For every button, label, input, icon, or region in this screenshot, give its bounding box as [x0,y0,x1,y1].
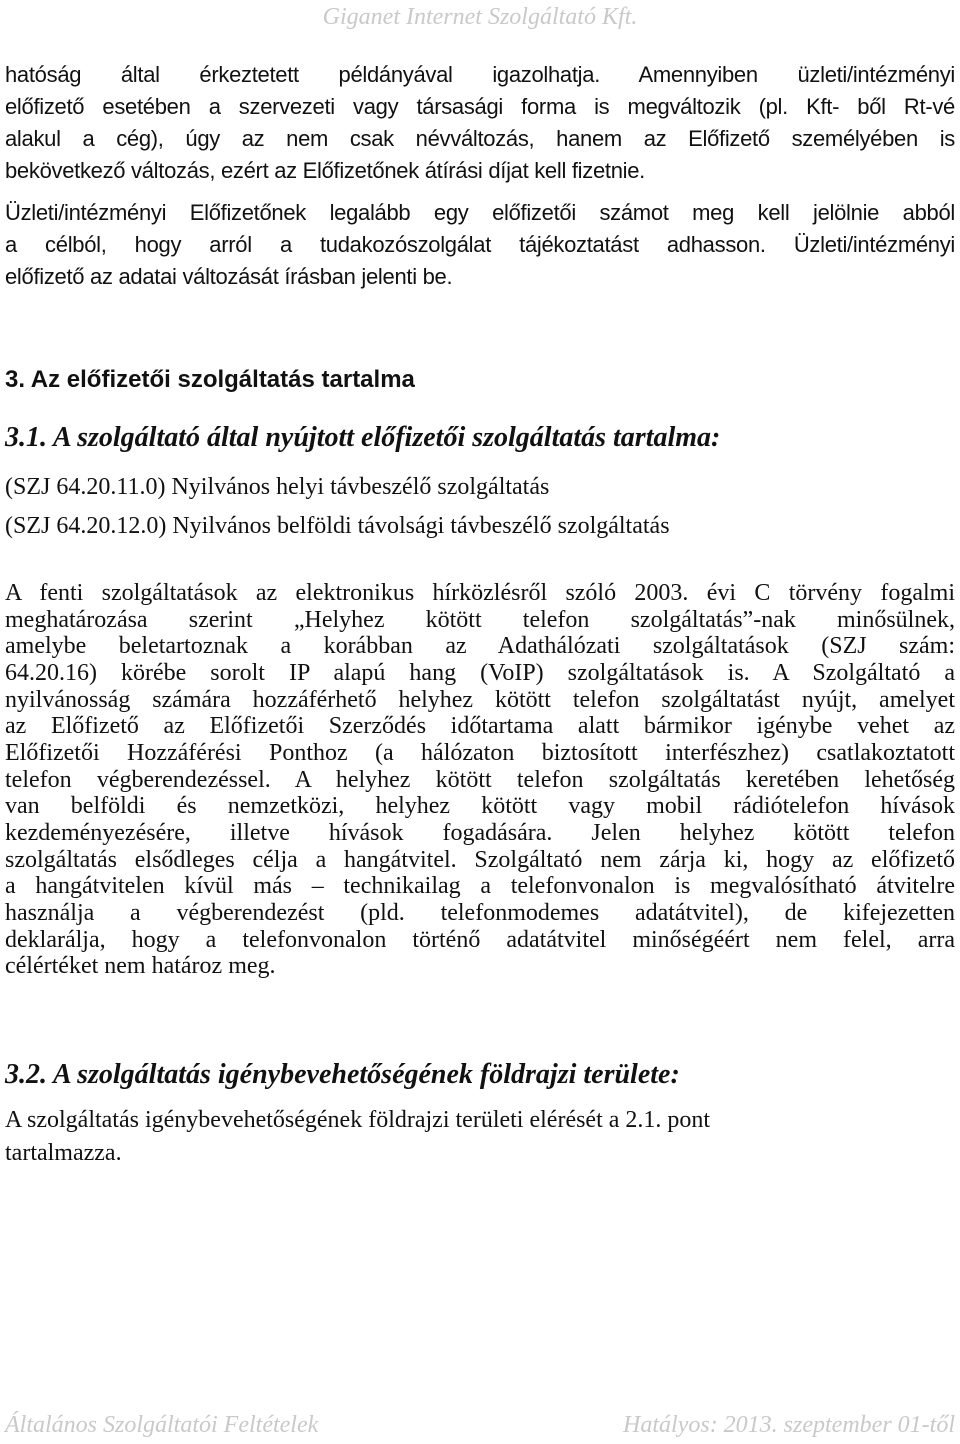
paragraph-line: bekövetkező változás, ezért az Előfizetőnek átírási díjat kell fizetnie. [5,158,645,183]
paragraph-line: deklarálja, hogy a telefonvonalon történő adatátvitel minőségéért nem felel, arra [5,926,955,953]
section-3-2-heading: 3.2. A szolgáltatás igénybevehetőségének földrajzi területe: [5,1059,680,1090]
section-3-2-text [5,1104,955,1170]
paragraph-line: telefon végberendezéssel. A helyhez kötött telefon szolgáltatás keretében lehetőség [5,766,955,793]
paragraph-line: alakul a cég), úgy az nem csak névváltozás, hanem az Előfizető személyében is [5,126,955,151]
paragraph-line: meghatározása szerint „Helyhez kötött telefon szolgáltatás”-nak minősülnek, [5,606,955,633]
footer-document-title: Általános Szolgáltatói Feltételek [5,1412,319,1438]
paragraph-line: kezdeményezésére, illetve hívások fogadására. Jelen helyhez kötött telefon [5,819,955,846]
paragraph-line: Előfizetői Hozzáférési Ponthoz (a hálózaton biztosított interfészhez) csatlakoztatott [5,739,955,766]
paragraph-line: van belföldi és nemzetközi, helyhez kötött vagy mobil rádiótelefon hívások [5,793,955,820]
paragraph-directory-number [5,197,955,293]
service-item: (SZJ 64.20.11.0) Nyilvános helyi távbeszélő szolgáltatás [5,474,550,500]
paragraph-line: Üzleti/intézményi Előfizetőnek legalább egy előfizetői számot meg kell jelölnie abból [5,200,955,225]
section-3-1-heading: 3.1. A szolgáltató által nyújtott előfizetői szolgáltatás tartalma: [5,422,721,453]
paragraph-line: előfizető az adatai változását írásban jelenti be. [5,264,453,289]
section-3-heading: 3. Az előfizetői szolgáltatás tartalma [5,366,415,393]
paragraph-line: A fenti szolgáltatások az elektronikus hírközlésről szóló 2003. évi C törvény fogalmi [5,580,955,606]
paragraph-line: célértéket nem határoz meg. [5,953,276,980]
paragraph-line: az Előfizető az Előfizetői Szerződés időtartama alatt bármikor igénybe vehet az [5,713,955,740]
footer-effective-date: Hatályos: 2013. szeptember 01-től [623,1412,955,1438]
paragraph-line: tartalmazza. [5,1140,122,1166]
paragraph-line: a célból, hogy arról a tudakozószolgálat tájékoztatást adhasson. Üzleti/intézményi [5,232,955,257]
paragraph-line: szolgáltatás elsődleges célja a hangátvitel. Szolgáltató nem zárja ki, hogy az előfizető [5,846,955,873]
paragraph-line: hatóság által érkeztetett példányával igazolhatja. Amennyiben üzleti/intézményi [5,62,955,87]
service-list [5,468,955,546]
paragraph-name-change [5,59,955,187]
service-item: (SZJ 64.20.12.0) Nyilvános belföldi távolsági távbeszélő szolgáltatás [5,513,670,539]
paragraph-line: nyilvánosság számára hozzáférhető helyhez kötött telefon szolgáltatást nyújt, amelyet [5,686,955,713]
paragraph-line: a hangátvitelen kívül más – technikailag a telefonvonalon is megvalósítható átvitelre [5,873,955,900]
section-3-1-description [5,580,955,980]
paragraph-line: amelybe beletartoznak a korábban az Adathálózati szolgáltatások (SZJ szám: [5,633,955,660]
paragraph-line: A szolgáltatás igénybevehetőségének földrajzi területi elérését a 2.1. pont [5,1107,711,1133]
paragraph-line: előfizető esetében a szervezeti vagy társasági forma is megváltozik (pl. Kft- ből Rt-vé [5,94,955,119]
running-header-company: Giganet Internet Szolgáltató Kft. [322,4,638,30]
paragraph-line: 64.20.16) körébe sorolt IP alapú hang (VoIP) szolgáltatások is. A Szolgáltató a [5,659,955,686]
paragraph-line: használja a végberendezést (pld. telefonmodemes adatátvitel), de kifejezetten [5,899,955,926]
